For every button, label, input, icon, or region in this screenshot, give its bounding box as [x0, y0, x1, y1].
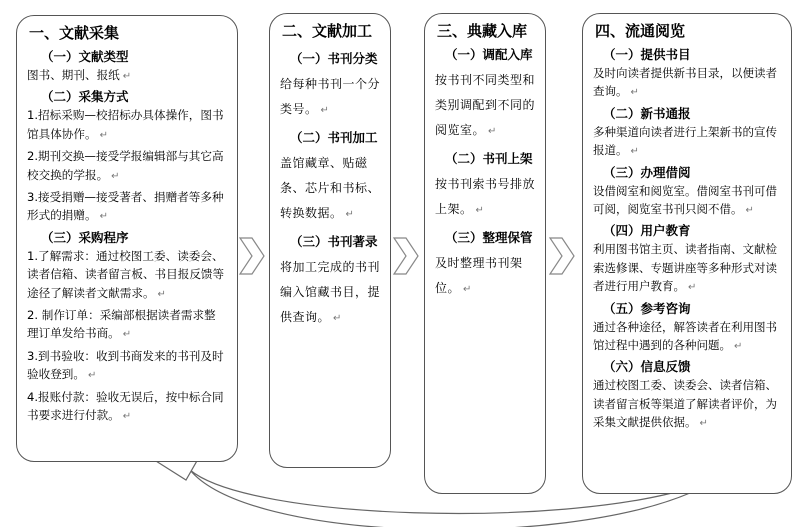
paragraph-mark-icon: ↵ — [99, 211, 108, 223]
paragraph-text: 图书、期刊、报纸 — [27, 68, 120, 82]
section-text — [435, 251, 535, 302]
section-text — [593, 182, 781, 221]
chevron-arrow-3 — [550, 238, 574, 274]
section-heading: （一）调配入库 — [445, 47, 533, 62]
paragraph-text: 3.到书验收：收到书商发来的书刊及时验收登到。 — [27, 348, 224, 382]
paragraph-mark-icon: ↵ — [87, 370, 97, 382]
paragraph-mark-icon: ↵ — [630, 146, 639, 158]
paragraph-text: 3.接受捐赠—接受著者、捐赠者等多种形式的捐赠。 — [27, 190, 224, 223]
paragraph-mark-icon: ↵ — [745, 205, 754, 217]
section-text — [593, 123, 781, 162]
paragraph-text: 及时整理书刊架位。 — [435, 256, 523, 295]
column-processing — [269, 13, 391, 468]
paragraph-mark-icon: ↵ — [688, 282, 697, 294]
paragraph-text: 4.报账付款：验收无误后，按中标合同书要求进行付款。 — [27, 389, 224, 423]
paragraph-mark-icon: ↵ — [699, 418, 708, 430]
column-title: 一、文献采集 — [29, 24, 120, 42]
section-text — [27, 106, 227, 145]
section-text — [593, 240, 781, 297]
paragraph-text: 按书刊索书号排放上架。 — [435, 177, 536, 216]
paragraph-text: 1.招标采购—校招标办具体操作，图书馆具体协作。 — [27, 108, 224, 141]
paragraph-text: 给每种书刊一个分类号。 — [280, 77, 381, 116]
section-heading: （三）书刊著录 — [290, 234, 378, 249]
section-text — [435, 172, 535, 223]
section-heading: （五）参考咨询 — [603, 300, 691, 316]
section-text — [593, 376, 781, 433]
paragraph-text: 利用图书馆主页、读者指南、文献检索选修课、专题讲座等多种形式对读者进行用户教育。 — [593, 242, 777, 294]
paragraph-mark-icon: ↵ — [463, 284, 472, 295]
column-title: 二、文献加工 — [282, 22, 373, 40]
section-text — [280, 72, 380, 123]
paragraph-mark-icon: ↵ — [122, 411, 132, 423]
paragraph-mark-icon: ↵ — [475, 205, 485, 216]
section-heading: （三）办理借阅 — [603, 164, 691, 180]
paragraph-mark-icon: ↵ — [157, 288, 166, 300]
section-heading: （一）提供书目 — [603, 47, 691, 62]
section-text — [593, 318, 781, 357]
column-title: 三、典藏入库 — [437, 22, 528, 40]
column-collection — [16, 15, 238, 462]
paragraph-mark-icon: ↵ — [122, 329, 132, 341]
paragraph-text: 2. 制作订单：采编部根据读者需求整理订单发给书商。 — [27, 308, 216, 341]
paragraph-text: 通过校图工委、读委会、读者信箱、读者留言板等渠道了解读者评价，为采集文献提供依据。 — [593, 378, 777, 430]
section-text — [280, 151, 380, 227]
section-heading: （二）采集方式 — [41, 89, 129, 105]
paragraph-mark-icon: ↵ — [320, 105, 330, 116]
section-text — [593, 64, 781, 103]
paragraph-mark-icon: ↵ — [488, 126, 497, 137]
paragraph-mark-icon: ↵ — [122, 71, 132, 82]
paragraph-text: 设借阅室和阅览室。借阅室书刊可借可阅，阅览室书刊只阅不借。 — [593, 183, 777, 217]
paragraph-mark-icon: ↵ — [345, 209, 355, 220]
section-text — [27, 66, 227, 86]
section-heading: （四）用户教育 — [603, 223, 691, 239]
paragraph-text: 2.期刊交换—接受学报编辑部与其它高校交换的学报。 — [27, 149, 224, 182]
section-text — [435, 68, 535, 144]
paragraph-mark-icon: ↵ — [111, 170, 120, 182]
paragraph-text: 按书刊不同类型和类别调配到不同的阅览室。 — [435, 73, 536, 137]
paragraph-mark-icon: ↵ — [333, 313, 342, 324]
paragraph-text: 及时向读者提供新书目录，以便读者查询。 — [593, 66, 777, 99]
paragraph-text: 通过各种途径，解答读者在利用图书馆过程中遇到的各种问题。 — [593, 319, 777, 353]
paragraph-text: 将加工完成的书刊编入馆藏书目，提供查询。 — [280, 260, 381, 324]
column-title: 四、流通阅览 — [595, 22, 686, 40]
section-text — [27, 188, 227, 227]
section-heading: （三）采购程序 — [41, 229, 129, 245]
column-storage — [424, 13, 546, 494]
section-heading: （三）整理保管 — [445, 230, 533, 245]
section-text — [27, 147, 227, 186]
section-text — [27, 347, 227, 386]
paragraph-text: 盖馆藏章、贴磁条、芯片和书标、转换数据。 — [280, 156, 381, 220]
section-heading: （二）书刊加工 — [290, 130, 378, 145]
section-heading: （一）文献类型 — [41, 49, 129, 64]
paragraph-mark-icon: ↵ — [734, 341, 743, 353]
section-text — [27, 306, 227, 345]
section-heading: （一）书刊分类 — [290, 51, 378, 66]
section-text — [27, 388, 227, 427]
paragraph-mark-icon: ↵ — [99, 129, 108, 141]
section-heading: （二）书刊上架 — [445, 151, 533, 166]
section-text — [280, 255, 380, 331]
paragraph-text: 1.了解需求：通过校图工委、读委会、读者信箱、读者留言板、书目报反馈等途径了解读者文献需求。 — [27, 248, 225, 300]
section-text — [27, 247, 227, 304]
chevron-arrow-1 — [240, 238, 264, 274]
column-circulation — [582, 13, 792, 494]
section-heading: （二）新书通报 — [603, 105, 691, 121]
chevron-arrow-2 — [394, 238, 418, 274]
paragraph-text: 多种渠道向读者进行上架新书的宣传报道。 — [593, 124, 777, 158]
paragraph-mark-icon: ↵ — [630, 87, 639, 99]
section-heading: （六）信息反馈 — [603, 359, 691, 375]
